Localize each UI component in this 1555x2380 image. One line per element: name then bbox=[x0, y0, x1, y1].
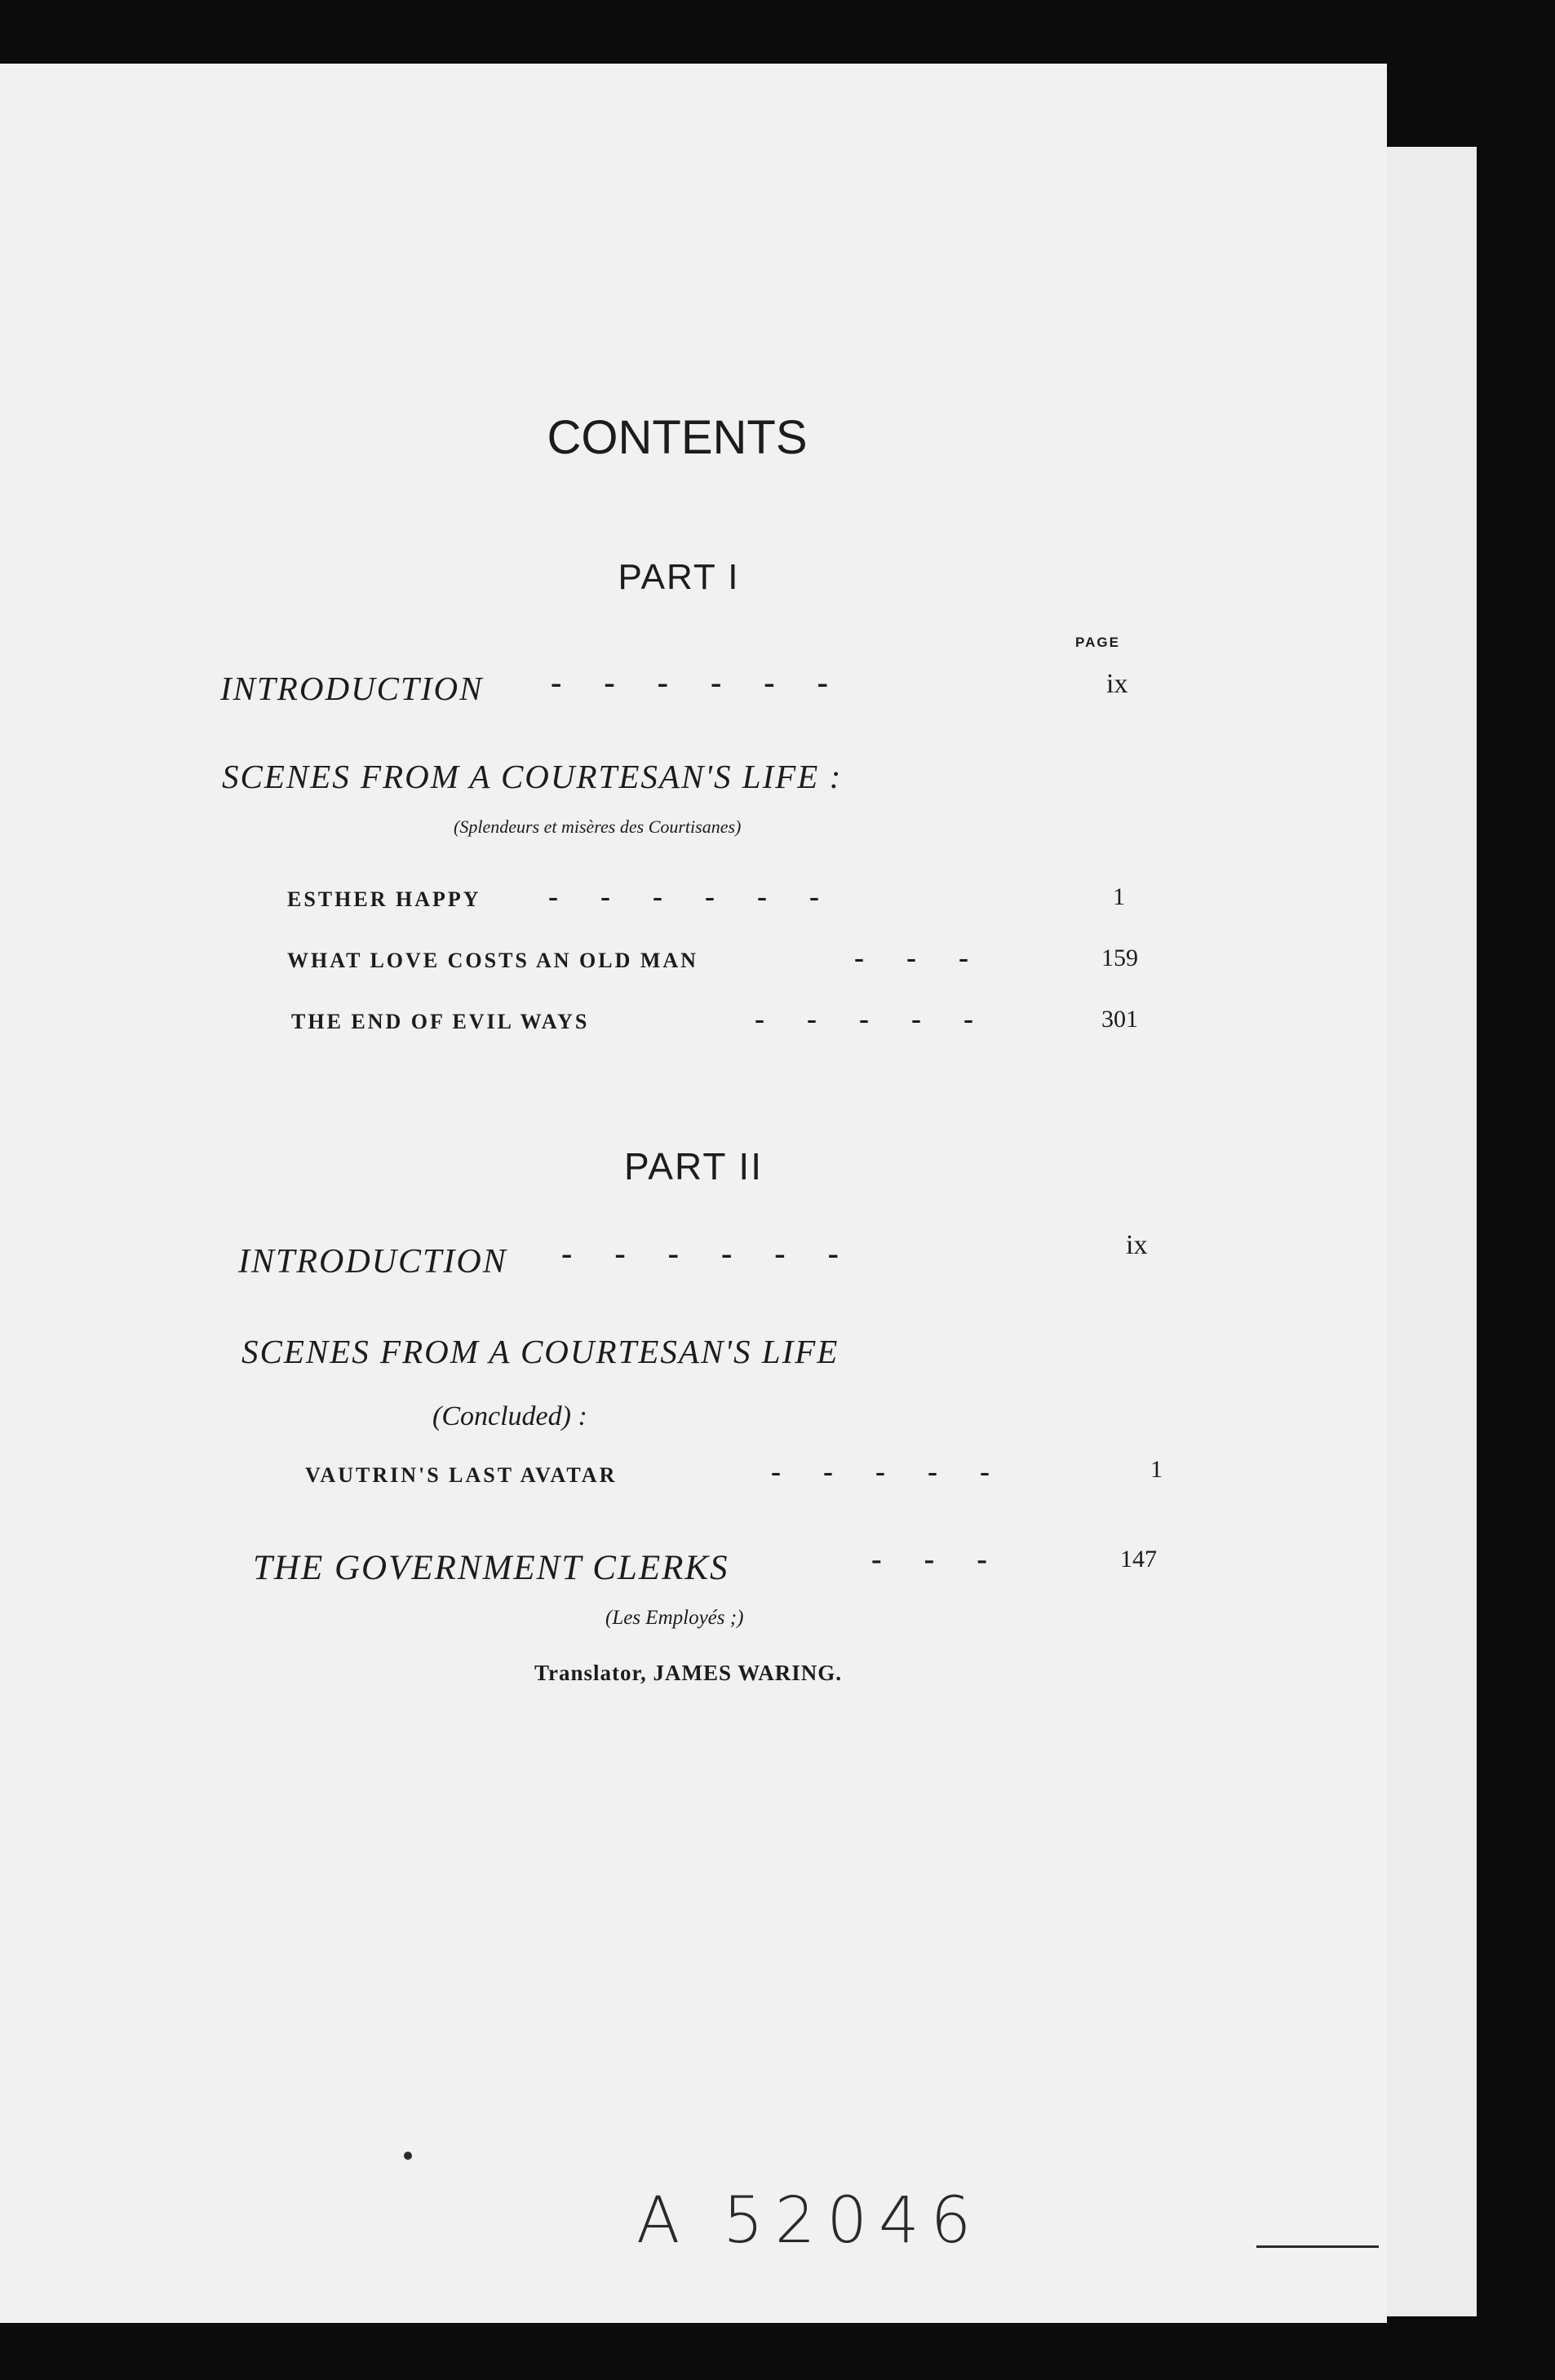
part-1-heading: PART I bbox=[618, 557, 740, 597]
government-clerks-page: 147 bbox=[1120, 1546, 1157, 1573]
contents-title: CONTENTS bbox=[547, 411, 808, 464]
part-1-scenes-subtitle: (Splendeurs et misères des Courtisanes) bbox=[454, 816, 742, 837]
part-1-scenes-title: SCENES FROM A COURTESAN'S LIFE : bbox=[222, 758, 843, 795]
leader-dots: ----- bbox=[771, 1455, 1032, 1488]
part-1-introduction-page: ix bbox=[1106, 669, 1128, 699]
government-clerks-subtitle: (Les Employés ;) bbox=[605, 1607, 744, 1629]
part-1-introduction-label: INTRODUCTION bbox=[220, 670, 484, 707]
leader-dots: ----- bbox=[755, 1002, 1016, 1035]
toc-entry-page: 1 bbox=[1113, 883, 1125, 910]
part-2-heading: PART II bbox=[624, 1145, 763, 1188]
part-2-introduction-page: ix bbox=[1126, 1230, 1148, 1260]
book-page bbox=[0, 64, 1387, 2323]
toc-entry-label: ESTHER HAPPY bbox=[287, 887, 481, 911]
leader-dots: --- bbox=[854, 941, 1011, 974]
catalog-number: A 52046 bbox=[636, 2184, 983, 2258]
page-column-label: PAGE bbox=[1075, 635, 1120, 650]
leader-dots: ------ bbox=[561, 1235, 881, 1272]
page-edge-line bbox=[1256, 2245, 1379, 2248]
toc-entry-page: 301 bbox=[1101, 1006, 1138, 1033]
toc-entry-page: 1 bbox=[1150, 1456, 1163, 1483]
ink-dot bbox=[404, 2152, 412, 2160]
toc-entry-label: THE END OF EVIL WAYS bbox=[291, 1010, 590, 1033]
leader-dots: ------ bbox=[548, 880, 862, 913]
translator-credit: Translator, JAMES WARING. bbox=[534, 1661, 843, 1685]
part-2-introduction-label: INTRODUCTION bbox=[238, 1243, 507, 1281]
leader-dots: ------ bbox=[551, 664, 871, 701]
government-clerks-label: THE GOVERNMENT CLERKS bbox=[253, 1549, 729, 1587]
leader-dots: --- bbox=[871, 1542, 1030, 1577]
part-2-scenes-title: SCENES FROM A COURTESAN'S LIFE bbox=[241, 1333, 840, 1370]
toc-entry-label: VAUTRIN'S LAST AVATAR bbox=[305, 1463, 618, 1487]
toc-entry-page: 159 bbox=[1101, 944, 1138, 971]
part-2-scenes-subtitle: (Concluded) : bbox=[432, 1401, 587, 1431]
toc-entry-label: WHAT LOVE COSTS AN OLD MAN bbox=[287, 949, 698, 972]
back-page-edge bbox=[1379, 147, 1477, 2316]
